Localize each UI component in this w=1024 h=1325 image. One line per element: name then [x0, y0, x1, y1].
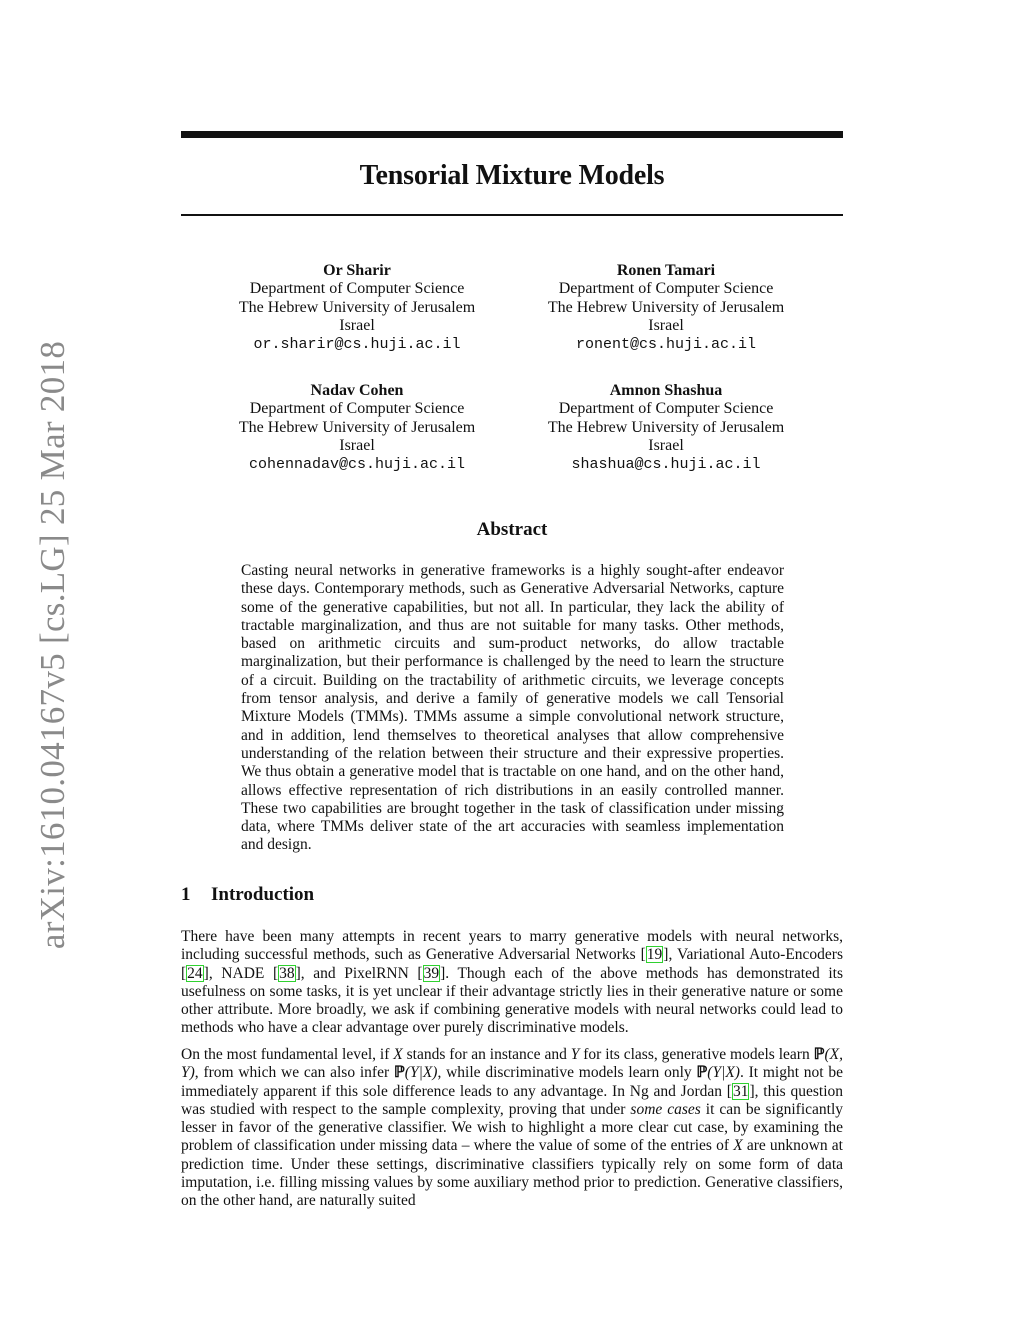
math-expression: (X, Y): [181, 1046, 843, 1082]
probability-symbol: ℙ: [393, 1064, 405, 1082]
emphasis-text: some cases: [630, 1100, 701, 1118]
author-department: Department of Computer Science: [249, 280, 465, 298]
text-run: for its class, generative models learn: [579, 1046, 814, 1063]
probability-symbol: ℙ: [696, 1064, 708, 1082]
citation-link[interactable]: 38: [279, 964, 295, 982]
author-email[interactable]: cohennadav@cs.huji.ac.il: [248, 455, 466, 473]
section-heading-introduction: [181, 884, 314, 906]
author-email[interactable]: ronent@cs.huji.ac.il: [575, 335, 757, 353]
math-symbol: Y: [570, 1046, 580, 1063]
citation-link[interactable]: 19: [646, 946, 663, 964]
author-block-2: [506, 262, 826, 354]
math-symbol: X: [393, 1046, 403, 1063]
text-run: , NADE: [208, 964, 273, 982]
author-name: Nadav Cohen: [310, 382, 404, 399]
author-country: Israel: [339, 317, 375, 335]
author-block-3: [197, 382, 517, 474]
section-title: Introduction: [211, 884, 315, 905]
abstract-heading: Abstract: [476, 519, 548, 540]
text-run: , from which we can also infer: [194, 1064, 394, 1082]
arxiv-identifier: arXiv:1610.04167v5 [cs.LG] 25 Mar 2018: [33, 340, 72, 950]
math-expression: (Y|X): [404, 1064, 438, 1082]
section-number: 1: [181, 884, 191, 905]
text-run: , and PixelRNN: [300, 964, 418, 982]
text-run: On the most fundamental level, if: [181, 1046, 394, 1063]
math-expression: (Y|X): [707, 1064, 740, 1082]
citation-link[interactable]: 31: [732, 1082, 749, 1100]
author-name: Or Sharir: [323, 262, 391, 279]
author-country: Israel: [339, 437, 375, 455]
title-rule-bottom: [181, 214, 843, 216]
text-run: , Variational Auto-Encoders: [668, 946, 843, 964]
author-department: Department of Computer Science: [249, 400, 465, 418]
text-run: There have been many attempts in recent years to marry generative models with neural networks, including successful methods, such as Generative Adversarial Networks: [181, 928, 843, 964]
text-run: , while discriminative models learn only: [437, 1064, 697, 1082]
citation-link[interactable]: 24: [187, 964, 203, 982]
author-department: Department of Computer Science: [558, 400, 774, 418]
author-email[interactable]: or.sharir@cs.huji.ac.il: [253, 335, 461, 353]
paper-title: Tensorial Mixture Models: [359, 160, 665, 191]
author-block-1: [197, 262, 517, 354]
text-run: . It might not be immediately apparent if this sole difference leads to any advantage. In Ng and Jordan: [181, 1064, 844, 1100]
author-university: The Hebrew University of Jerusalem: [238, 418, 476, 436]
title-rule-top: [181, 131, 843, 138]
text-run: are unknown at prediction time. Under these settings, discriminative classifiers typically rely on some form of data imputation, i.e. filling missing values by some auxiliary method prior to prediction. Generative classifiers, on the other hand, are naturally suited: [181, 1137, 843, 1210]
abstract-text: Casting neural networks in generative frameworks is a highly sought-after endeavor these days. Contemporary methods, such as Generative Adversarial Networks, capture some of the generative capabilities, but not all. In particular, they lack the ability of tractable marginalization, and thus are not suitable for many tasks. Other methods, based on arithmetic circuits and sum-product networks, do allow tractable marginalization, but their performance is challenged by the need to learn the structure of a circuit. Building on the tractability of arithmetic circuits, we leverage concepts from tensor analysis, and derive a family of generative models we call Tensorial Mixture Models (TMMs). TMMs assume a simple convolutional network structure, and in addition, lend themselves to theoretical analyses that allow comprehensive understanding of the relation between their structure and their expressive properties. We thus obtain a generative model that is tractable on one hand, and on the other hand, allows effective representation of rich distributions in an easily controlled manner. These two capabilities are brought together in the task of classification under missing data, where TMMs deliver state of the art accuracies with seamless implementation and design.: [241, 562, 784, 854]
author-email[interactable]: shashua@cs.huji.ac.il: [571, 455, 761, 473]
text-run: stands for an instance and: [402, 1046, 571, 1063]
author-university: The Hebrew University of Jerusalem: [547, 298, 785, 316]
text-run: . Though each of the above methods has demonstrated its usefulness on some tasks, it is yet unclear if their advantage strictly lies in their generative nature or some other attribute. More broadly, we ask if combining generative models with neural networks could lead to methods who have a clear advantage over purely discriminative models.: [181, 964, 843, 1037]
author-university: The Hebrew University of Jerusalem: [547, 418, 785, 436]
intro-paragraph-2: On the most fundamental level, if X stands for an instance and Y for its class, generative models learn ℙ(X, Y), from which we can also infer ℙ(Y|X), while discriminative models learn only ℙ(Y|X). It might not be immediately apparent if this sole difference leads to any advantage. In Ng and Jordan [31], this question was studied with respect to the sample complexity, proving that under some cases it can be significantly lesser in favor of the generative classifier. We wish to highlight a more clear cut case, by examining the problem of classification under missing data – where the value of some of the entries of X are unknown at prediction time. Under these settings, discriminative classifiers typically rely on some form of data imputation, i.e. filling missing values by some auxiliary method prior to prediction. Generative classifiers, on the other hand, are naturally suited: [181, 1046, 844, 1210]
citation-link[interactable]: 39: [423, 964, 440, 982]
author-block-4: [506, 382, 826, 474]
probability-symbol: ℙ: [813, 1046, 825, 1063]
math-symbol: X: [733, 1137, 743, 1155]
author-name: Ronen Tamari: [616, 262, 716, 279]
author-department: Department of Computer Science: [558, 280, 774, 298]
text-run: it can be significantly lesser in favor of the generative classifier. We wish to highlight a more clear cut case, by examining the problem of classification under missing data – where the value of some of the entries of: [181, 1100, 843, 1155]
text-run: , this question was studied with respect to the sample complexity, proving that under: [181, 1082, 843, 1118]
author-name: Amnon Shashua: [609, 382, 723, 399]
author-country: Israel: [648, 317, 684, 335]
author-university: The Hebrew University of Jerusalem: [238, 298, 476, 316]
author-country: Israel: [648, 437, 684, 455]
intro-paragraph-1: There have been many attempts in recent years to marry generative models with neural networks, including successful methods, such as Generative Adversarial Networks [19], Variational Auto-Encoders [24], NADE [38], and PixelRNN [39]. Though each of the above methods has demonstrated its usefulness on some tasks, it is yet unclear if their advantage strictly lies in their generative nature or some other attribute. More broadly, we ask if combining generative models with neural networks could lead to methods who have a clear advantage over purely discriminative models.: [181, 928, 843, 1037]
